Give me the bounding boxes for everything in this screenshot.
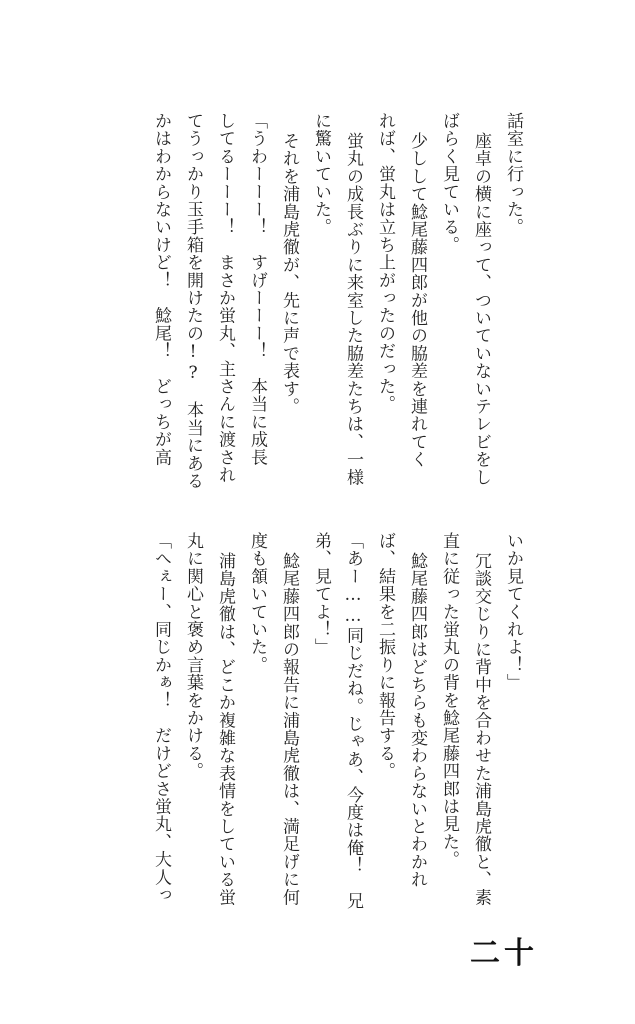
text-column: に驚いていた。 [311, 112, 331, 236]
text-column: ばらく見ている。 [439, 112, 459, 254]
text-column: してるーーー！ まさか蛍丸、主さんに渡され [215, 112, 235, 484]
page-number: 二十 [470, 936, 538, 971]
text-column: 鯰尾藤四郎はどちらも変わらないとわかれ [407, 552, 427, 889]
text-column: 「あー……同じだね。じゃあ、今度は俺！ 兄 [343, 532, 363, 910]
text-column: それを浦島虎徹が、先に声で表す。 [279, 132, 299, 416]
text-column: 冗談交じりに背中を合わせた浦島虎徹と、素 [471, 552, 491, 906]
text-column: 「うわーーー！ すげーーー！ 本当に成長 [247, 112, 267, 466]
text-column: 弟、見てよ！」 [311, 532, 331, 656]
text-column: 座卓の横に座って、ついていないテレビをし [471, 132, 491, 486]
text-column: ば、結果を二振りに報告する。 [375, 532, 395, 780]
text-column: いか見てくれよ！」 [503, 532, 523, 692]
text-column: 鯰尾藤四郎の報告に浦島虎徹は、満足げに何 [279, 552, 299, 906]
text-column: れば、蛍丸は立ち上がったのだった。 [375, 112, 395, 413]
text-column: 度も頷いていた。 [247, 532, 267, 674]
text-column: 丸に関心と褒め言葉をかける。 [183, 532, 203, 780]
text-column: 蛍丸の成長ぶりに来室した脇差たちは、一様 [343, 132, 363, 486]
text-column: 「へぇー、同じかぁ！ だけどさ蛍丸、大人っ [151, 532, 171, 904]
text-column: 浦島虎徹は、どこか複雑な表情をしている蛍 [215, 552, 235, 906]
text-column: てうっかり玉手箱を開けたの!? 本当にある [183, 112, 203, 490]
text-column: かはわからないけど！ 鯰尾！ どっちが高 [151, 112, 171, 466]
text-column: 直に従った蛍丸の背を鯰尾藤四郎は見た。 [439, 532, 459, 869]
text-column: 話室に行った。 [503, 112, 523, 236]
text-column: 少しして鯰尾藤四郎が他の脇差を連れてく [407, 132, 427, 469]
